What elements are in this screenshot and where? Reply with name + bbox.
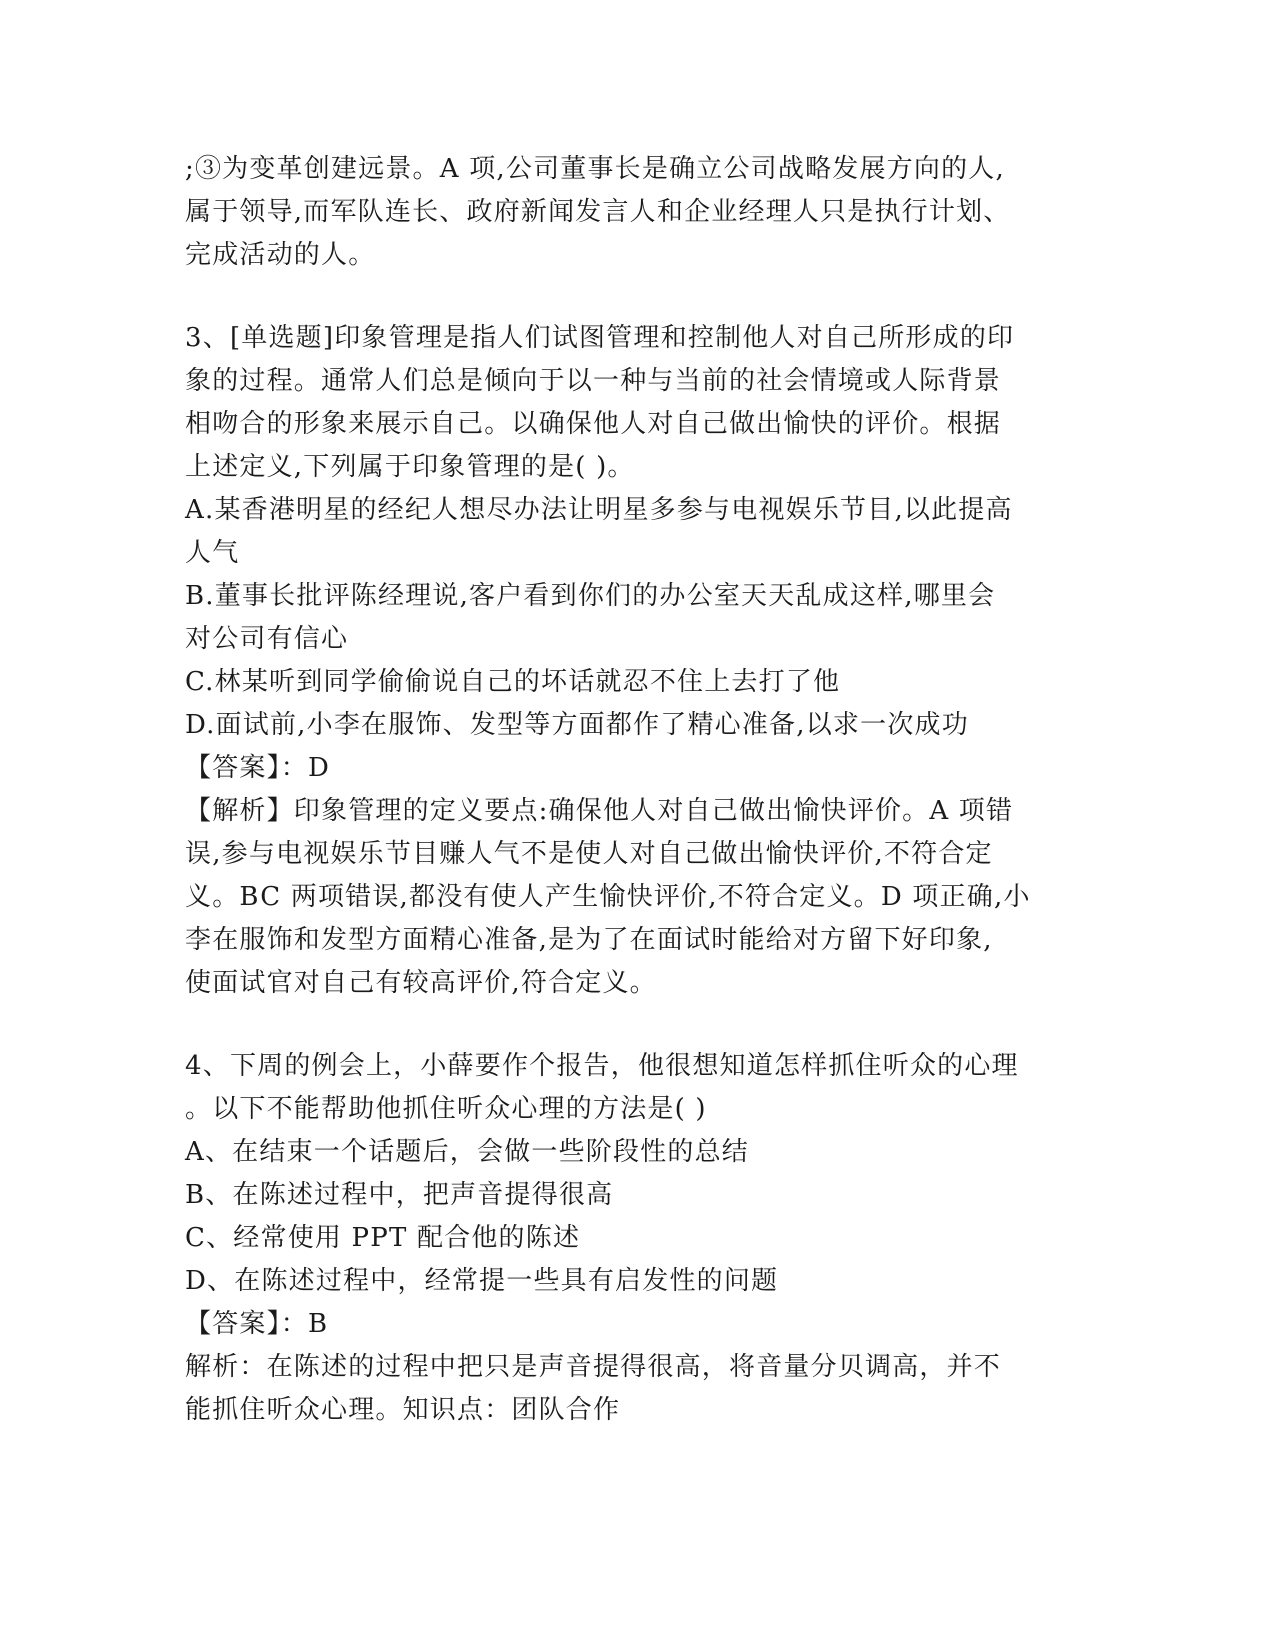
text-line: 上述定义,下列属于印象管理的是( )。	[185, 452, 635, 482]
question-3	[185, 317, 1085, 1005]
text-line: 义。BC 两项错误,都没有使人产生愉快评价,不符合定义。D 项正确,小	[185, 882, 1031, 912]
answer-line: 【答案】：D	[185, 753, 331, 783]
text-line: 。以下不能帮助他抓住听众心理的方法是( )	[185, 1094, 707, 1124]
page-content	[185, 148, 1085, 1432]
option-c: C.林某听到同学偷偷说自己的坏话就忍不住上去打了他	[185, 667, 841, 697]
previous-analysis-continuation	[185, 148, 1085, 277]
question-stem	[185, 1045, 1085, 1131]
question-stem	[185, 317, 1085, 489]
text-line: 象的过程。通常人们总是倾向于以一种与当前的社会情境或人际背景	[185, 366, 1002, 396]
question-options	[185, 1131, 1085, 1303]
analysis	[185, 790, 1085, 1005]
text-line: 误,参与电视娱乐节目赚人气不是使人对自己做出愉快评价,不符合定	[185, 839, 993, 869]
option-b: B.董事长批评陈经理说,客户看到你们的办公室天天乱成这样,哪里会	[185, 581, 996, 611]
option-b-continued: 对公司有信心	[185, 624, 349, 654]
paragraph-gap	[185, 1005, 1085, 1045]
question-options	[185, 489, 1085, 747]
option-d: D.面试前,小李在服饰、发型等方面都作了精心准备,以求一次成功	[185, 710, 969, 740]
text-line: 解析：在陈述的过程中把只是声音提得很高，将音量分贝调高，并不	[185, 1352, 1002, 1382]
text-line: 李在服饰和发型方面精心准备,是为了在面试时能给对方留下好印象,	[185, 925, 993, 955]
text-line: 使面试官对自己有较高评价,符合定义。	[185, 968, 657, 998]
text-line: 能抓住听众心理。知识点：团队合作	[185, 1395, 621, 1425]
answer-line: 【答案】：B	[185, 1309, 329, 1339]
text-line: 完成活动的人。	[185, 240, 376, 270]
option-a-continued: 人气	[185, 538, 240, 568]
paragraph-gap	[185, 277, 1085, 317]
text-line: 4、下周的例会上，小薛要作个报告，他很想知道怎样抓住听众的心理	[185, 1051, 1019, 1081]
text-line: ;③为变革创建远景。A 项,公司董事长是确立公司战略发展方向的人,	[185, 154, 1005, 184]
question-4	[185, 1045, 1085, 1432]
option-a: A.某香港明星的经纪人想尽办法让明星多参与电视娱乐节目,以此提高	[185, 495, 1013, 525]
text-line: 3、[单选题]印象管理是指人们试图管理和控制他人对自己所形成的印	[185, 323, 1015, 353]
text-line: 【解析】印象管理的定义要点:确保他人对自己做出愉快评价。A 项错	[185, 796, 1014, 826]
option-c: C、经常使用 PPT 配合他的陈述	[185, 1223, 581, 1253]
text-line: 相吻合的形象来展示自己。以确保他人对自己做出愉快的评价。根据	[185, 409, 1002, 439]
option-d: D、在陈述过程中，经常提一些具有启发性的问题	[185, 1266, 779, 1296]
text-line: 属于领导,而军队连长、政府新闻发言人和企业经理人只是执行计划、	[185, 197, 1011, 227]
option-b: B、在陈述过程中，把声音提得很高	[185, 1180, 614, 1210]
analysis	[185, 1346, 1085, 1432]
option-a: A、在结束一个话题后，会做一些阶段性的总结	[185, 1137, 749, 1167]
